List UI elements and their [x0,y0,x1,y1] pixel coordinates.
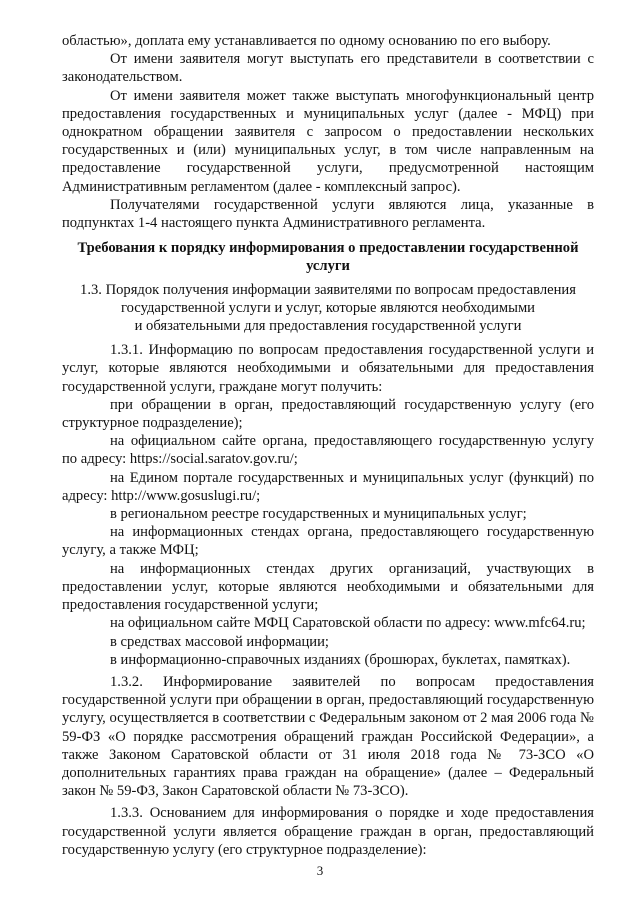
list-item-mass-media: в средствах массовой информации; [110,633,329,650]
subsection-heading-line: 1.3. Порядок получения информации заявителями по вопросам предоставления [80,281,576,298]
list-item-mfc-site: на официальном сайте МФЦ Саратовской области по адресу: www.mfc64.ru; [110,615,586,632]
subsection-heading-line: и обязательными для предоставления государственной услуги [134,318,522,335]
intro-paragraph-representatives: От имени заявителя могут выступать его представители в соответствии с законодательством. [62,51,594,86]
list-item-unified-portal: на Едином портале государственных и муниципальных услуг (функций) по адресу: http://www.gosuslugi.ru/; [62,469,594,504]
document-body [62,32,594,859]
paragraph-1-3-2: 1.3.2. Информирование заявителей по вопросам предоставления государственной услуги при обращении в орган, предоставляющий государственную услугу, осуществляется в соответствии с Федеральным законом от 2 мая 2006 года № 59-ФЗ «О порядке рассмотрения обращений граждан Российской Федерации», а также Законом Саратовской области от 31 июля 2018 года № 73-ЗСО «О дополнительных гарантиях права граждан на обращение» (далее – Федеральный закон № 59-ФЗ, Закон Саратовской области № 73-ЗСО). [62,673,594,800]
subsection-heading [62,281,594,336]
list-item-regional-registry: в региональном реестре государственных и муниципальных услуг; [110,506,527,523]
list-item-info-stands-office: на информационных стендах органа, предоставляющего государственную услугу, а также МФЦ; [62,524,594,559]
intro-paragraph-mfc: От имени заявителя может также выступать многофункциональный центр предоставления государственных и муниципальных услуг (далее - МФЦ) при однократном обращении заявителя с запросом о предоставлении нескольких государственных и (или) муниципальных услуг, в том числе направленным на предоставление государственной услуги, предусмотренной настоящим Административным регламентом (далее - комплексный запрос). [62,87,594,195]
intro-paragraph-continuation: областью», доплата ему устанавливается по одному основанию по его выбору. [62,33,551,49]
intro-paragraph-recipients: Получателями государственной услуги являются лица, указанные в подпунктах 1-4 настоящего пункта Административного регламента. [62,196,594,232]
paragraph-1-3-1: 1.3.1. Информацию по вопросам предоставления государственной услуги и услуг, которые являются необходимыми и обязательными для предоставления государственной услуги, граждане могут получить: [62,342,594,395]
list-item-reference-publications: в информационно-справочных изданиях (брошюрах, буклетах, памятках). [110,651,571,668]
list-item-office: при обращении в орган, предоставляющий государственную услугу (его структурное подразделение); [62,396,594,432]
page-number: 3 [316,863,324,878]
section-heading: Требования к порядку информирования о предоставлении государственной услуги [77,240,579,275]
list-item-info-stands-other: на информационных стендах других организаций, участвующих в предоставлении услуг, которые являются необходимыми и обязательными для предоставления государственной услуги; [62,560,594,614]
subsection-heading-line: государственной услуги и услуг, которые являются необходимыми [121,299,535,316]
paragraph-1-3-3: 1.3.3. Основанием для информирования о порядке и ходе предоставления государственной услуги является обращение граждан в орган, предоставляющий государственную услугу (его структурное подразделение): [62,805,594,858]
list-item-official-site: на официальном сайте органа, предоставляющего государственную услугу по адресу: https://social.saratov.gov.ru/; [62,433,594,468]
